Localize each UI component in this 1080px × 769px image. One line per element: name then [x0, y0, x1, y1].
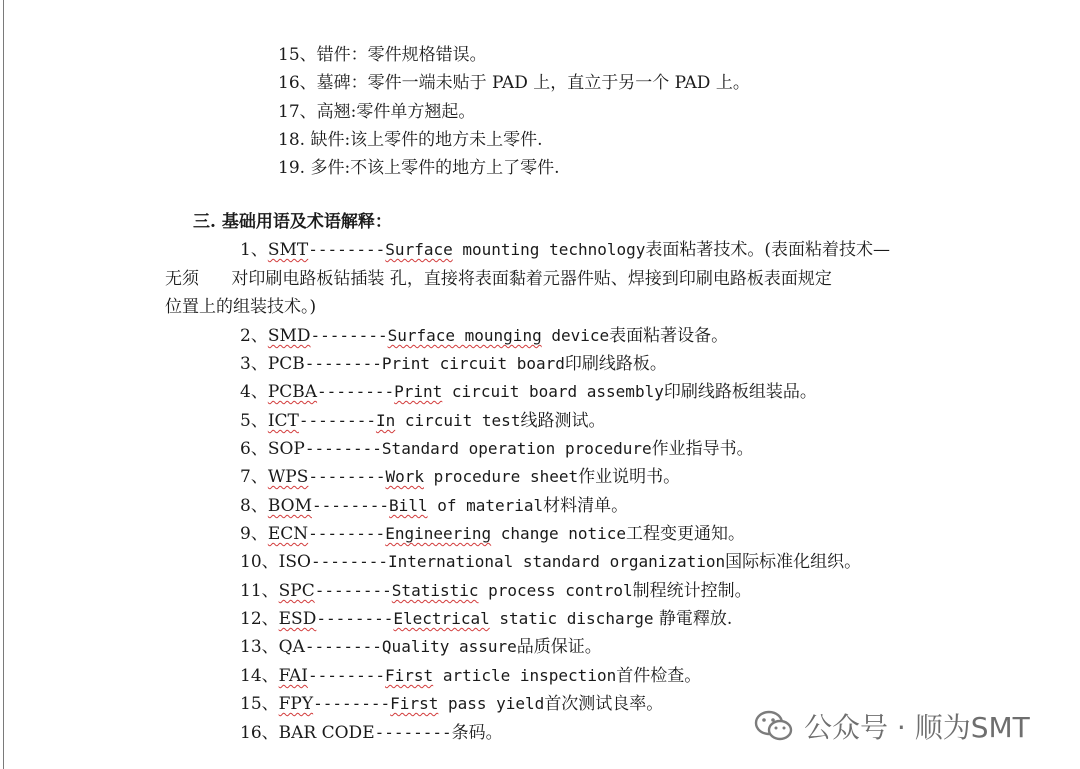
term-english: procedure sheet — [423, 467, 579, 486]
term-number: 6、 — [240, 439, 268, 459]
term-item — [240, 580, 752, 602]
term-dashes: -------- — [304, 354, 382, 373]
term-number: 5、 — [240, 411, 268, 431]
term-abbreviation: FAI — [278, 666, 308, 686]
term-item — [240, 381, 817, 403]
term-item — [240, 636, 602, 658]
term-number: 16、 — [240, 723, 279, 743]
term-item — [240, 325, 728, 347]
term-dashes: -------- — [308, 524, 386, 543]
term-item — [240, 665, 701, 687]
term-chinese: 印刷线路板组装品。 — [663, 382, 817, 402]
error-item-18: 18. 缺件:该上零件的地方未上零件. — [278, 130, 543, 150]
term-abbreviation: ESD — [278, 609, 317, 629]
term-abbreviation: BOM — [267, 496, 312, 516]
term-abbreviation: ECN — [267, 524, 309, 544]
term-english-flagged: First — [385, 666, 434, 685]
page-edge-rule — [3, 0, 4, 769]
term-number: 11、 — [240, 581, 279, 601]
term-dashes: -------- — [304, 637, 382, 656]
term-number: 10、 — [240, 552, 279, 572]
term-dashes: -------- — [308, 467, 386, 486]
term-item — [240, 608, 732, 630]
term-abbreviation: SMD — [267, 326, 311, 346]
term-item-1-continuation: 位置上的组装技术。) — [165, 297, 317, 317]
term-chinese: 首件检查。 — [616, 666, 702, 686]
term-chinese: 工程变更通知。 — [626, 524, 746, 544]
term-number: 8、 — [240, 496, 268, 516]
term-english: pass yield — [438, 694, 545, 713]
term-number: 13、 — [240, 637, 279, 657]
term-english-flagged: In — [375, 411, 396, 430]
term-english-flagged: Electrical — [393, 609, 490, 628]
error-item-19: 19. 多件:不该上零件的地方上了零件. — [278, 158, 560, 178]
term-english: of material — [427, 496, 544, 515]
term-item — [240, 353, 667, 375]
term-chinese: 作业说明书。 — [578, 467, 681, 487]
term-number: 4、 — [240, 382, 268, 402]
term-abbreviation: SOP — [267, 439, 305, 459]
term-abbreviation: WPS — [267, 467, 309, 487]
term-abbreviation: QA — [278, 637, 305, 657]
term-chinese: 制程统计控制。 — [632, 581, 752, 601]
term-abbreviation: SPC — [278, 581, 315, 601]
term-abbreviation: ICT — [267, 411, 299, 431]
term-english: Standard operation procedure — [381, 439, 652, 458]
term-chinese: 印刷线路板。 — [564, 354, 667, 374]
term-number: 12、 — [240, 609, 279, 629]
term-chinese: 条码。 — [451, 723, 503, 743]
error-item-16: 16、墓碑：零件一端未贴于 PAD 上，直立于另一个 PAD 上。 — [278, 73, 750, 93]
term-dashes: -------- — [311, 496, 390, 515]
term-english: process control — [478, 581, 633, 600]
term-dashes: -------- — [316, 609, 394, 628]
term-chinese: 材料清单。 — [543, 496, 629, 516]
term-dashes: -------- — [307, 666, 386, 685]
term-english-flagged: Bill — [389, 496, 428, 515]
term-dashes: -------- — [374, 723, 452, 742]
term-dashes: -------- — [313, 694, 391, 713]
term-english-flagged: Print — [394, 382, 443, 401]
term-item — [240, 410, 605, 432]
term-english-flagged: Work — [385, 467, 424, 486]
term-english-flagged: First — [390, 694, 439, 713]
term-item — [240, 466, 680, 488]
term-chinese: 首次测试良率。 — [544, 694, 664, 714]
wechat-icon — [754, 709, 794, 743]
term-dashes: -------- — [310, 552, 389, 571]
term-dashes: -------- — [317, 382, 395, 401]
term-item — [240, 722, 503, 744]
term-english: Quality assure — [381, 637, 517, 656]
watermark-text: 公众号 · 顺为SMT — [804, 711, 1030, 744]
term-english: circuit board assembly — [442, 382, 664, 401]
term-english: static discharge — [489, 609, 654, 628]
term-abbreviation: PCB — [267, 354, 305, 374]
term-number: 14、 — [240, 666, 279, 686]
term-number: 7、 — [240, 467, 268, 487]
term-item — [240, 438, 754, 460]
term-chinese: 静電釋放. — [653, 609, 733, 629]
error-item-15: 15、错件：零件规格错误。 — [278, 45, 487, 65]
term-english-flagged: Surface mounging — [387, 326, 542, 345]
error-item-17: 17、高翘:零件单方翘起。 — [278, 102, 476, 122]
term-abbreviation: PCBA — [267, 382, 318, 402]
term-number: 9、 — [240, 524, 268, 544]
term-chinese: 作业指导书。 — [651, 439, 754, 459]
term-dashes: -------- — [314, 581, 392, 600]
term-item — [240, 495, 628, 517]
term-item — [240, 523, 745, 545]
term-abbreviation: ISO — [278, 552, 311, 572]
term-english: device — [541, 326, 610, 345]
term-abbreviation: BAR CODE — [278, 723, 375, 743]
term-english-flagged: Statistic — [391, 581, 479, 600]
term-english: International standard organization — [388, 552, 726, 571]
term-english: circuit test — [395, 411, 521, 430]
term-chinese: 国际标准化组织。 — [725, 552, 862, 572]
term-english: change notice — [491, 524, 627, 543]
term-chinese: 线路测试。 — [520, 411, 606, 431]
term-number: 3、 — [240, 354, 268, 374]
term-number: 2、 — [240, 326, 268, 346]
term-item — [240, 551, 861, 573]
term-dashes: -------- — [298, 411, 376, 430]
term-chinese: 表面粘著设备。 — [609, 326, 729, 346]
term-abbreviation: FPY — [278, 694, 314, 714]
term-english: article inspection — [433, 666, 617, 685]
watermark — [754, 706, 1030, 746]
term-english-flagged: Engineering — [385, 524, 492, 543]
term-dashes: -------- — [304, 439, 382, 458]
term-item-1-continuation: 无须 对印刷电路板钻插装 孔，直接将表面黏着元器件贴、焊接到印刷电路板表面规定 — [165, 269, 832, 289]
term-item — [240, 693, 663, 715]
term-english: Print circuit board — [381, 354, 565, 373]
term-chinese: 品质保证。 — [516, 637, 602, 657]
term-number: 15、 — [240, 694, 279, 714]
term-dashes: -------- — [310, 326, 388, 345]
term-item-1: 1、SMT--------Surface mounting technology表面粘著技术。(表面粘着技术— — [240, 240, 891, 260]
section-heading: 三. 基础用语及术语解释： — [193, 212, 392, 232]
